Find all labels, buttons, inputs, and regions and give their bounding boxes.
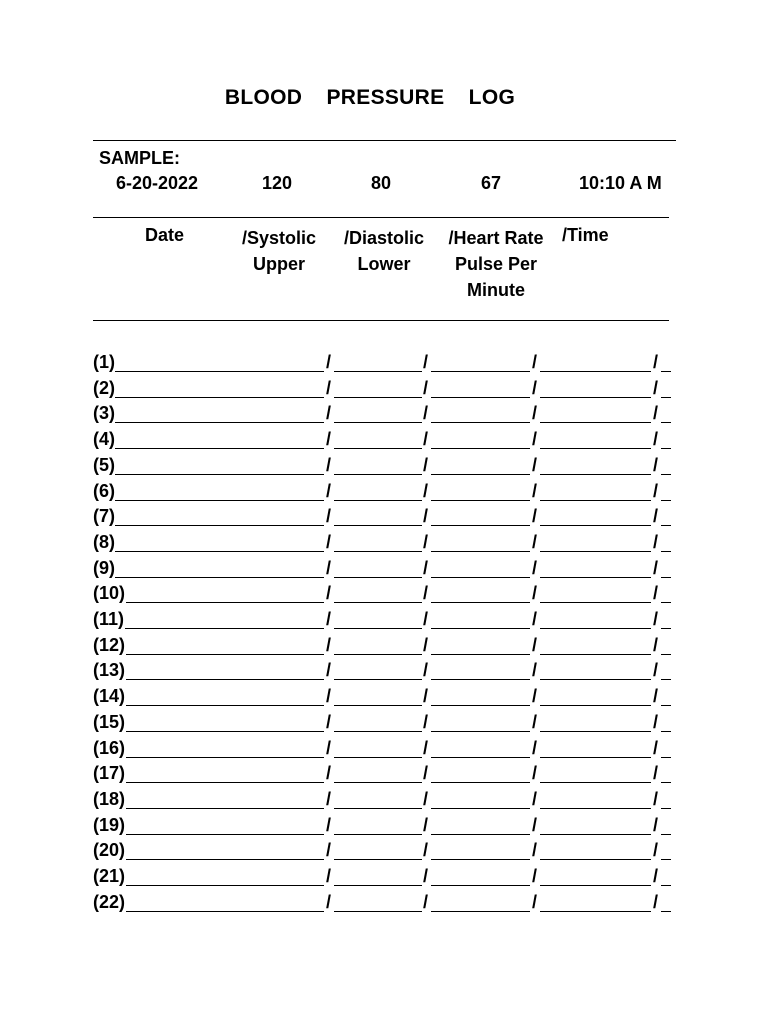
- column-separator: /: [326, 866, 332, 886]
- column-separator: /: [532, 788, 538, 809]
- systolic-blank[interactable]: [334, 757, 422, 758]
- row-number: (5): [93, 454, 115, 475]
- column-separator: /: [532, 891, 538, 912]
- log-row: [93, 840, 673, 864]
- time-blank[interactable]: [661, 859, 671, 860]
- time-blank[interactable]: [661, 628, 671, 629]
- column-separator: /: [326, 454, 332, 475]
- diastolic-blank[interactable]: [431, 757, 530, 758]
- column-separator: /: [653, 531, 659, 552]
- heart-rate-blank[interactable]: [540, 834, 651, 835]
- page-title: [0, 86, 740, 110]
- date-blank[interactable]: [126, 859, 324, 860]
- column-separator: /: [326, 686, 332, 707]
- log-row: [93, 866, 673, 890]
- column-separator: /: [326, 583, 332, 604]
- diastolic-blank[interactable]: [431, 551, 530, 552]
- diastolic-blank[interactable]: [431, 885, 530, 886]
- diastolic-blank[interactable]: [431, 577, 530, 578]
- column-separator: /: [653, 506, 659, 527]
- column-separator: /: [532, 634, 538, 655]
- column-separator: /: [653, 660, 659, 681]
- column-separator: /: [423, 814, 429, 835]
- column-separator: /: [532, 352, 538, 372]
- column-separator: /: [326, 403, 332, 424]
- log-row: [93, 635, 673, 659]
- column-separator: /: [653, 557, 659, 578]
- top-rule: [93, 140, 676, 141]
- time-blank[interactable]: [661, 448, 671, 449]
- heart-rate-blank[interactable]: [540, 577, 651, 578]
- time-blank[interactable]: [661, 679, 671, 680]
- diastolic-blank[interactable]: [431, 834, 530, 835]
- column-separator: /: [532, 377, 538, 398]
- column-separator: /: [326, 506, 332, 527]
- sample-date: 6-20-2022: [116, 173, 199, 193]
- systolic-blank[interactable]: [334, 371, 422, 372]
- systolic-blank[interactable]: [334, 911, 422, 912]
- systolic-blank[interactable]: [334, 602, 422, 603]
- row-number: (21): [93, 866, 126, 886]
- diastolic-blank[interactable]: [431, 859, 530, 860]
- systolic-blank[interactable]: [334, 859, 422, 860]
- heart-rate-blank[interactable]: [540, 500, 651, 501]
- column-separator: /: [423, 480, 429, 501]
- row-number: (14): [93, 686, 126, 707]
- column-separator: /: [423, 866, 429, 886]
- systolic-blank[interactable]: [334, 397, 422, 398]
- date-blank[interactable]: [125, 628, 324, 629]
- column-separator: /: [326, 609, 332, 629]
- column-separator: /: [653, 814, 659, 835]
- row-number: (19): [93, 814, 126, 835]
- heart-rate-blank[interactable]: [540, 371, 651, 372]
- systolic-blank[interactable]: [334, 782, 422, 783]
- row-number: (11): [93, 609, 125, 629]
- systolic-blank[interactable]: [334, 551, 422, 552]
- row-number: (8): [93, 531, 115, 552]
- column-separator: /: [423, 686, 429, 707]
- date-blank[interactable]: [126, 885, 324, 886]
- column-separator: /: [653, 403, 659, 424]
- time-blank[interactable]: [661, 577, 671, 578]
- row-number: (18): [93, 788, 126, 809]
- log-row: [93, 481, 673, 505]
- column-separator: /: [326, 352, 332, 372]
- header-heart-rate-line2: Pulse Per: [454, 254, 538, 274]
- date-blank[interactable]: [126, 757, 324, 758]
- column-separator: /: [532, 737, 538, 758]
- column-separator: /: [423, 403, 429, 424]
- systolic-blank[interactable]: [334, 422, 422, 423]
- row-number: (15): [93, 711, 126, 732]
- column-separator: /: [532, 711, 538, 732]
- column-separator: /: [423, 506, 429, 527]
- systolic-blank[interactable]: [334, 731, 422, 732]
- date-blank[interactable]: [126, 654, 324, 655]
- systolic-blank[interactable]: [334, 654, 422, 655]
- log-row: [93, 455, 673, 479]
- row-number: (13): [93, 660, 126, 681]
- column-separator: /: [423, 454, 429, 475]
- diastolic-blank[interactable]: [431, 679, 530, 680]
- date-blank[interactable]: [115, 474, 324, 475]
- heart-rate-blank[interactable]: [540, 757, 651, 758]
- column-separator: /: [653, 634, 659, 655]
- sample-time: 10:10 A M: [579, 173, 662, 193]
- heart-rate-blank[interactable]: [540, 885, 651, 886]
- column-separator: /: [423, 634, 429, 655]
- log-row: [93, 558, 673, 582]
- time-blank[interactable]: [661, 782, 671, 783]
- heart-rate-blank[interactable]: [540, 448, 651, 449]
- column-separator: /: [653, 840, 659, 861]
- column-separator: /: [532, 814, 538, 835]
- time-blank[interactable]: [661, 808, 671, 809]
- column-separator: /: [423, 840, 429, 861]
- date-blank[interactable]: [115, 577, 324, 578]
- column-separator: /: [532, 531, 538, 552]
- column-separator: /: [326, 429, 332, 450]
- column-separator: /: [326, 377, 332, 398]
- heart-rate-blank[interactable]: [540, 474, 651, 475]
- column-separator: /: [532, 763, 538, 784]
- column-separator: /: [423, 377, 429, 398]
- column-separator: /: [653, 454, 659, 475]
- column-separator: /: [532, 686, 538, 707]
- log-row: [93, 789, 673, 813]
- column-separator: /: [326, 480, 332, 501]
- row-number: (2): [93, 377, 115, 398]
- log-row: [93, 686, 673, 710]
- systolic-blank[interactable]: [334, 577, 422, 578]
- column-separator: /: [532, 660, 538, 681]
- column-separator: /: [423, 429, 429, 450]
- header-bottom-rule: [93, 320, 669, 321]
- log-row: [93, 892, 673, 916]
- diastolic-blank[interactable]: [431, 808, 530, 809]
- column-separator: /: [653, 866, 659, 886]
- heart-rate-blank[interactable]: [540, 782, 651, 783]
- column-separator: /: [532, 583, 538, 604]
- column-separator: /: [423, 609, 429, 629]
- log-row: [93, 583, 673, 607]
- date-blank[interactable]: [115, 448, 324, 449]
- diastolic-blank[interactable]: [431, 500, 530, 501]
- diastolic-blank[interactable]: [431, 654, 530, 655]
- column-separator: /: [423, 891, 429, 912]
- row-number: (22): [93, 891, 126, 912]
- date-blank[interactable]: [126, 679, 324, 680]
- row-number: (3): [93, 403, 115, 424]
- column-separator: /: [532, 454, 538, 475]
- heart-rate-blank[interactable]: [540, 397, 651, 398]
- column-separator: /: [653, 480, 659, 501]
- log-row: [93, 378, 673, 402]
- header-heart-rate-line3: Minute: [467, 280, 525, 300]
- column-separator: /: [532, 609, 538, 629]
- row-number: (1): [93, 352, 115, 372]
- systolic-blank[interactable]: [334, 679, 422, 680]
- column-separator: /: [326, 634, 332, 655]
- row-number: (16): [93, 737, 126, 758]
- date-blank[interactable]: [126, 808, 324, 809]
- date-blank[interactable]: [126, 782, 324, 783]
- column-separator: /: [532, 840, 538, 861]
- systolic-blank[interactable]: [334, 705, 422, 706]
- column-separator: /: [423, 583, 429, 604]
- date-blank[interactable]: [115, 371, 324, 372]
- column-separator: /: [326, 814, 332, 835]
- diastolic-blank[interactable]: [431, 371, 530, 372]
- column-separator: /: [423, 531, 429, 552]
- time-blank[interactable]: [661, 757, 671, 758]
- diastolic-blank[interactable]: [431, 782, 530, 783]
- date-blank[interactable]: [126, 602, 324, 603]
- row-number: (20): [93, 840, 126, 861]
- diastolic-blank[interactable]: [431, 525, 530, 526]
- diastolic-blank[interactable]: [431, 602, 530, 603]
- systolic-blank[interactable]: [334, 885, 422, 886]
- date-blank[interactable]: [115, 397, 324, 398]
- column-separator: /: [423, 557, 429, 578]
- column-separator: /: [423, 660, 429, 681]
- time-blank[interactable]: [661, 397, 671, 398]
- date-blank[interactable]: [126, 834, 324, 835]
- date-blank[interactable]: [115, 525, 324, 526]
- column-separator: /: [653, 377, 659, 398]
- sample-label: SAMPLE:: [99, 148, 180, 168]
- systolic-blank[interactable]: [334, 628, 422, 629]
- heart-rate-blank[interactable]: [540, 551, 651, 552]
- heart-rate-blank[interactable]: [540, 422, 651, 423]
- column-separator: /: [532, 506, 538, 527]
- header-systolic-line1: /Systolic: [241, 228, 317, 248]
- systolic-blank[interactable]: [334, 808, 422, 809]
- diastolic-blank[interactable]: [431, 448, 530, 449]
- header-top-rule: [93, 217, 669, 218]
- time-blank[interactable]: [661, 731, 671, 732]
- log-row: [93, 712, 673, 736]
- log-row: [93, 609, 673, 633]
- heart-rate-blank[interactable]: [540, 859, 651, 860]
- column-separator: /: [326, 788, 332, 809]
- row-number: (4): [93, 429, 115, 450]
- column-separator: /: [532, 866, 538, 886]
- time-blank[interactable]: [661, 602, 671, 603]
- header-diastolic-line1: /Diastolic: [343, 228, 425, 248]
- diastolic-blank[interactable]: [431, 911, 530, 912]
- header-date: Date: [145, 225, 185, 245]
- heart-rate-blank[interactable]: [540, 731, 651, 732]
- diastolic-blank[interactable]: [431, 422, 530, 423]
- heart-rate-blank[interactable]: [540, 525, 651, 526]
- log-row: [93, 429, 673, 453]
- diastolic-blank[interactable]: [431, 705, 530, 706]
- header-time: /Time: [562, 225, 609, 245]
- column-separator: /: [423, 711, 429, 732]
- column-separator: /: [653, 737, 659, 758]
- header-diastolic-line2: Lower: [357, 254, 411, 274]
- column-separator: /: [423, 352, 429, 372]
- heart-rate-blank[interactable]: [540, 679, 651, 680]
- heart-rate-blank[interactable]: [540, 705, 651, 706]
- diastolic-blank[interactable]: [431, 628, 530, 629]
- column-separator: /: [653, 788, 659, 809]
- date-blank[interactable]: [115, 500, 324, 501]
- time-blank[interactable]: [661, 371, 671, 372]
- column-separator: /: [326, 737, 332, 758]
- column-separator: /: [653, 891, 659, 912]
- column-separator: /: [326, 660, 332, 681]
- log-row: [93, 403, 673, 427]
- title-text: BLOOD PRESSURE LOG: [224, 86, 516, 109]
- date-blank[interactable]: [115, 551, 324, 552]
- row-number: (9): [93, 557, 115, 578]
- date-blank[interactable]: [126, 911, 324, 912]
- column-separator: /: [653, 429, 659, 450]
- diastolic-blank[interactable]: [431, 474, 530, 475]
- column-separator: /: [423, 788, 429, 809]
- header-heart-rate-line1: /Heart Rate: [448, 228, 544, 248]
- time-blank[interactable]: [661, 551, 671, 552]
- column-separator: /: [653, 609, 659, 629]
- sample-systolic: 120: [262, 173, 293, 193]
- row-number: (12): [93, 634, 126, 655]
- date-blank[interactable]: [126, 731, 324, 732]
- header-systolic: [232, 225, 326, 277]
- time-blank[interactable]: [661, 834, 671, 835]
- heart-rate-blank[interactable]: [540, 654, 651, 655]
- heart-rate-blank[interactable]: [540, 808, 651, 809]
- heart-rate-blank[interactable]: [540, 628, 651, 629]
- sample-heart-rate: 67: [481, 173, 502, 193]
- column-separator: /: [653, 763, 659, 784]
- systolic-blank[interactable]: [334, 448, 422, 449]
- column-separator: /: [653, 686, 659, 707]
- time-blank[interactable]: [661, 654, 671, 655]
- column-separator: /: [532, 557, 538, 578]
- diastolic-blank[interactable]: [431, 731, 530, 732]
- column-separator: /: [653, 711, 659, 732]
- systolic-blank[interactable]: [334, 525, 422, 526]
- column-separator: /: [326, 557, 332, 578]
- log-row: [93, 352, 673, 376]
- column-separator: /: [532, 403, 538, 424]
- column-separator: /: [423, 737, 429, 758]
- systolic-blank[interactable]: [334, 834, 422, 835]
- time-blank[interactable]: [661, 422, 671, 423]
- systolic-blank[interactable]: [334, 500, 422, 501]
- column-separator: /: [326, 711, 332, 732]
- column-separator: /: [423, 763, 429, 784]
- sample-diastolic: 80: [371, 173, 392, 193]
- time-blank[interactable]: [661, 885, 671, 886]
- row-number: (10): [93, 583, 126, 604]
- column-separator: /: [532, 480, 538, 501]
- time-blank[interactable]: [661, 705, 671, 706]
- row-number: (7): [93, 506, 115, 527]
- header-diastolic: [334, 225, 434, 277]
- diastolic-blank[interactable]: [431, 397, 530, 398]
- column-separator: /: [326, 891, 332, 912]
- time-blank[interactable]: [661, 911, 671, 912]
- log-row: [93, 506, 673, 530]
- log-row: [93, 660, 673, 684]
- log-row: [93, 532, 673, 556]
- systolic-blank[interactable]: [334, 474, 422, 475]
- column-separator: /: [326, 531, 332, 552]
- log-row: [93, 763, 673, 787]
- time-blank[interactable]: [661, 525, 671, 526]
- date-blank[interactable]: [126, 705, 324, 706]
- column-separator: /: [326, 763, 332, 784]
- column-separator: /: [653, 583, 659, 604]
- header-systolic-line2: Upper: [252, 254, 305, 274]
- column-separator: /: [326, 840, 332, 861]
- date-blank[interactable]: [115, 422, 324, 423]
- time-blank[interactable]: [661, 500, 671, 501]
- row-number: (6): [93, 480, 115, 501]
- row-number: (17): [93, 763, 126, 784]
- heart-rate-blank[interactable]: [540, 911, 651, 912]
- log-row: [93, 738, 673, 762]
- column-separator: /: [653, 352, 659, 372]
- column-separator: /: [532, 429, 538, 450]
- heart-rate-blank[interactable]: [540, 602, 651, 603]
- time-blank[interactable]: [661, 474, 671, 475]
- header-heart-rate: [438, 225, 554, 303]
- log-row: [93, 815, 673, 839]
